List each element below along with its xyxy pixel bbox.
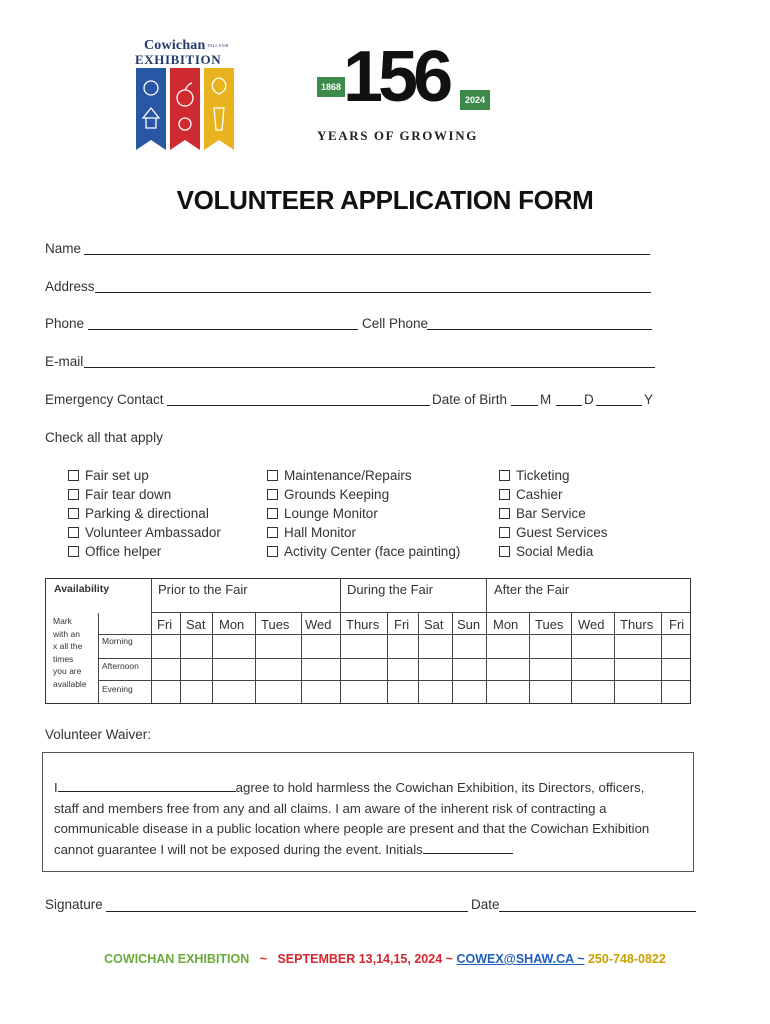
waiver-text: I agree to hold harmless the Cowichan Exhibition, its Directors, officers, staff and members free from any and all claims. I am aware of the inherent risk of contracting a communicable disease in a public location where people are present and that the Cowichan Exhibition cannot guarantee I will not be exposed during the event. Initials	[54, 780, 650, 857]
email-label: E-mail	[45, 354, 84, 369]
year-end-flag: 2024	[460, 90, 490, 110]
cell-phone-label: Cell Phone	[362, 316, 429, 331]
day-header: Thurs	[346, 617, 380, 632]
check-all-label: Check all that apply	[45, 430, 163, 445]
yellow-banner-icon	[204, 68, 234, 150]
footer-org: COWICHAN EXHIBITION	[104, 952, 250, 966]
day-header: Mon	[219, 617, 245, 632]
checkbox-column-3	[499, 466, 608, 561]
dob-month-field[interactable]	[511, 404, 538, 406]
checkbox-guest-services[interactable]: Guest Services	[499, 523, 608, 542]
email-field[interactable]	[84, 366, 655, 368]
checkbox-fair-set-up[interactable]: Fair set up	[68, 466, 221, 485]
dob-m-label: M	[540, 392, 552, 407]
table-divider	[151, 612, 690, 613]
phone-field[interactable]	[88, 328, 358, 330]
address-label: Address	[45, 279, 95, 294]
day-header: Sun	[457, 617, 481, 632]
checkbox-icon[interactable]	[68, 546, 79, 557]
waiver-box	[42, 752, 694, 872]
day-header: Mon	[493, 617, 519, 632]
emergency-contact-label: Emergency Contact	[45, 392, 164, 407]
anniversary-logo	[315, 37, 505, 155]
checkbox-icon[interactable]	[499, 508, 510, 519]
checkbox-icon[interactable]	[267, 489, 278, 500]
checkbox-fair-tear-down[interactable]: Fair tear down	[68, 485, 221, 504]
checkbox-column-1	[68, 466, 221, 561]
footer-separator: ~	[259, 952, 268, 966]
checkbox-volunteer-ambassador[interactable]: Volunteer Ambassador	[68, 523, 221, 542]
checkbox-activity-center[interactable]: Activity Center (face painting)	[267, 542, 460, 561]
day-header: Wed	[578, 617, 605, 632]
date-field[interactable]	[499, 910, 696, 912]
time-afternoon: Afternoon	[102, 661, 139, 671]
cowichan-exhibition-logo	[130, 38, 240, 150]
checkbox-icon[interactable]	[267, 546, 278, 557]
day-header: Sat	[424, 617, 444, 632]
footer-dates: SEPTEMBER 13,14,15, 2024	[277, 952, 443, 966]
tagline: YEARS OF GROWING	[317, 128, 478, 143]
footer-separator: ~	[445, 952, 453, 966]
dob-label: Date of Birth	[432, 392, 508, 407]
year-start-flag: 1868	[317, 77, 345, 97]
checkbox-icon[interactable]	[499, 489, 510, 500]
logo-name: Cowichan	[144, 38, 206, 53]
checkbox-icon[interactable]	[499, 546, 510, 557]
signature-field[interactable]	[106, 910, 468, 912]
dob-d-label: D	[584, 392, 594, 407]
checkbox-bar-service[interactable]: Bar Service	[499, 504, 608, 523]
checkbox-icon[interactable]	[68, 527, 79, 538]
availability-instructions: Mark with an x all the times you are available	[53, 616, 87, 689]
waiver-name-field[interactable]	[58, 780, 236, 792]
day-header: Tues	[535, 617, 564, 632]
date-label: Date	[471, 897, 500, 912]
checkbox-icon[interactable]	[499, 527, 510, 538]
day-header: Sat	[186, 617, 206, 632]
availability-heading: Availability	[54, 583, 110, 595]
address-field[interactable]	[95, 291, 651, 293]
checkbox-hall-monitor[interactable]: Hall Monitor	[267, 523, 460, 542]
checkbox-office-helper[interactable]: Office helper	[68, 542, 221, 561]
checkbox-cashier[interactable]: Cashier	[499, 485, 608, 504]
day-header: Fri	[157, 617, 173, 632]
blue-banner-icon	[136, 68, 166, 150]
checkbox-icon[interactable]	[68, 489, 79, 500]
group-during: During the Fair	[347, 582, 433, 597]
name-label: Name	[45, 241, 82, 256]
cell-phone-field[interactable]	[427, 328, 652, 330]
checkbox-icon[interactable]	[267, 527, 278, 538]
day-header: Thurs	[620, 617, 654, 632]
checkbox-lounge-monitor[interactable]: Lounge Monitor	[267, 504, 460, 523]
checkbox-ticketing[interactable]: Ticketing	[499, 466, 608, 485]
red-banner-icon	[170, 68, 200, 150]
checkbox-icon[interactable]	[267, 470, 278, 481]
emergency-contact-field[interactable]	[167, 404, 430, 406]
checkbox-social-media[interactable]: Social Media	[499, 542, 608, 561]
checkbox-icon[interactable]	[499, 470, 510, 481]
initials-field[interactable]	[423, 842, 513, 854]
dob-year-field[interactable]	[596, 404, 642, 406]
name-field[interactable]	[84, 253, 650, 255]
day-header: Fri	[669, 617, 685, 632]
footer-email-link[interactable]: COWEX@SHAW.CA ~	[456, 952, 585, 966]
availability-table	[45, 578, 691, 704]
checkbox-grounds-keeping[interactable]: Grounds Keeping	[267, 485, 460, 504]
waiver-label: Volunteer Waiver:	[45, 727, 152, 742]
table-divider	[486, 579, 487, 703]
checkbox-icon[interactable]	[68, 508, 79, 519]
anniversary-number: 156	[343, 37, 449, 117]
table-divider	[151, 579, 152, 703]
form-title: VOLUNTEER APPLICATION FORM	[176, 185, 594, 215]
table-divider	[340, 579, 341, 703]
checkbox-column-2	[267, 466, 460, 561]
footer-phone: 250-748-0822	[587, 952, 666, 966]
checkbox-maintenance[interactable]: Maintenance/Repairs	[267, 466, 460, 485]
logo-small-text: FALL FAIR	[207, 43, 229, 49]
dob-y-label: Y	[644, 392, 654, 407]
day-header: Wed	[305, 617, 332, 632]
day-header: Fri	[394, 617, 410, 632]
checkbox-parking[interactable]: Parking & directional	[68, 504, 221, 523]
logo-exhibition-text: EXHIBITION	[135, 52, 222, 67]
checkbox-icon[interactable]	[267, 508, 278, 519]
signature-label: Signature	[45, 897, 103, 912]
phone-label: Phone	[45, 316, 85, 331]
time-evening: Evening	[102, 684, 133, 694]
checkbox-icon[interactable]	[68, 470, 79, 481]
footer	[0, 952, 770, 966]
dob-day-field[interactable]	[556, 404, 582, 406]
group-after: After the Fair	[494, 582, 570, 597]
group-prior: Prior to the Fair	[158, 582, 248, 597]
day-header: Tues	[261, 617, 290, 632]
time-morning: Morning	[102, 636, 133, 646]
